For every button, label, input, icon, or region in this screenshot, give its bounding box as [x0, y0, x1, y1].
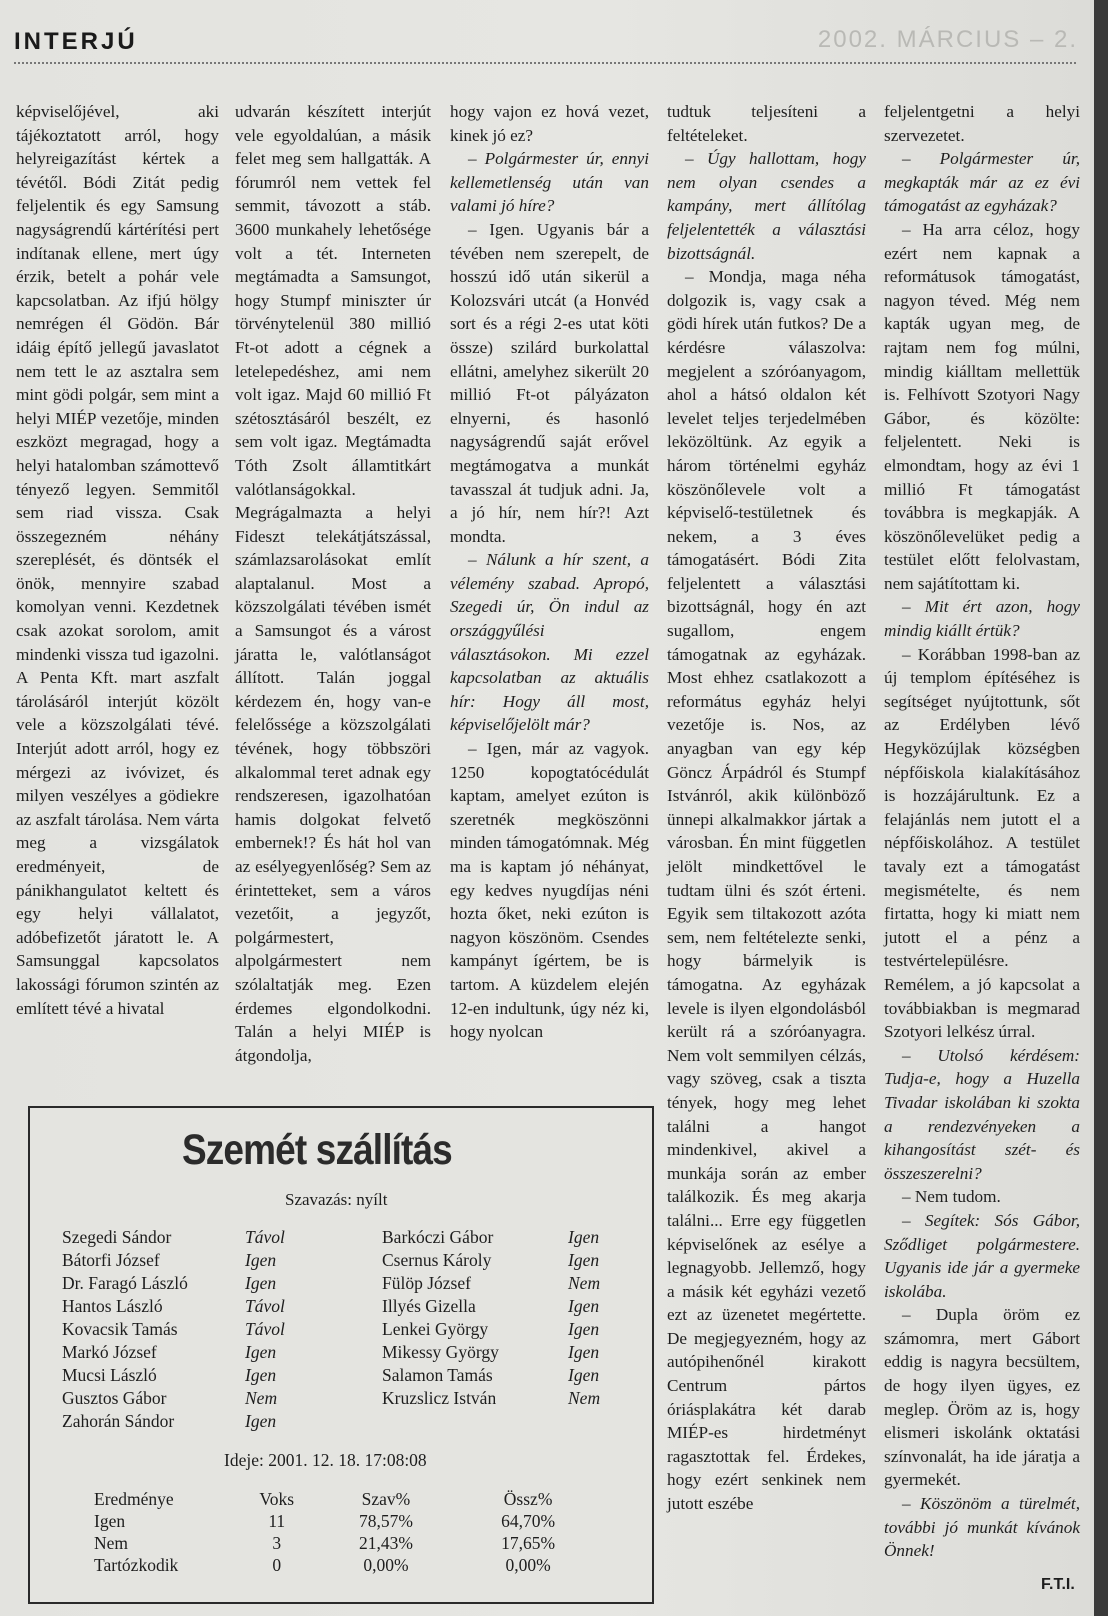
results-header-ossz: Össz% — [503, 1488, 553, 1509]
result-ossz: 17,65% — [501, 1532, 556, 1553]
result-szav: 78,57% — [358, 1510, 413, 1531]
article-paragraph: – Úgy hallottam, hogy nem olyan csendes a kampány, mert állítólag feljelentették a választási bizottságnál. — [667, 149, 866, 263]
result-label: Nem — [94, 1532, 129, 1553]
council-member-vote: Nem — [568, 1388, 601, 1408]
page-edge — [1094, 0, 1108, 1616]
article-paragraph: – Dupla öröm ez számomra, mert Gábort eddig is nagyra becsültem, de hogy ilyen ügyes, ez meglep. Öröm az is, hogy elismeri iskolánk oktatási színvonalát, ha ide járatja a gyermekét. — [884, 1305, 1080, 1490]
result-label: Igen — [94, 1510, 126, 1531]
vote-names-right — [382, 1226, 499, 1410]
result-label: Tartózkodik — [94, 1554, 179, 1575]
council-member-vote: Igen — [568, 1250, 600, 1270]
article-paragraph: – Nálunk a hír szent, a vélemény szabad. Apropó, Szegedi úr, Ön indul az országgyűlési választásokon. Mi ezzel kapcsolatban az aktuális hír: Hogy áll most, képviselőjelölt már? — [450, 550, 649, 735]
issue-date: 2002. MÁRCIUS – 2. — [817, 26, 1078, 53]
article-paragraph: – Ha arra céloz, hogy ezért nem kapnak a reformátusok támogatást, nagyon téved. Még nem kapták ugyan meg, de rajtam nem fog múlni, mindig kiálltam mellettük is. Felhívott Szotyori Nagy Gábor, és közölte: feljelentett. Neki is elmondtam, hogy az évi 1 millió Ft támogatást továbbra is megkapják. A köszönőlevelüket pedig a testület előtt felolvastam, nem sajátítottam ki. — [884, 219, 1080, 593]
result-ossz: 64,70% — [501, 1510, 556, 1531]
council-member-vote: Távol — [245, 1227, 285, 1247]
council-member-vote: Igen — [245, 1365, 277, 1385]
council-member-name: Dr. Faragó László — [62, 1273, 188, 1293]
result-voks: 0 — [272, 1554, 282, 1575]
council-member-name: Hantos László — [62, 1296, 163, 1316]
council-member-vote: Nem — [245, 1388, 278, 1408]
council-member-vote: Igen — [568, 1342, 600, 1362]
article-paragraph: – Igen. Ugyanis bár a tévében nem szerepelt, de hosszú idő után sikerül a Kolozsvári utcát (a Honvéd sort és a régi 2-es utat köti össze) szilárd burkolattal ellátni, amelyhez sikerült 20 millió Ft-ot pályázaton elnyerni, és hasonló nagyságrendű saját erővel megtámogatva a munkát tavasszal át tudjuk adni. Ja, a jó hír, nem hír?! Azt mondta. — [450, 219, 649, 546]
result-voks: 11 — [268, 1510, 286, 1531]
article-paragraph: hogy vajon ez hová vezet, kinek jó ez? — [450, 102, 649, 145]
results-header-voks: Voks — [259, 1488, 295, 1509]
results-row — [70, 1510, 590, 1532]
council-member-vote: Igen — [245, 1342, 277, 1362]
article-paragraph: – Köszönöm a türelmét, további jó munkát kívánok Önnek! — [884, 1494, 1080, 1561]
article-paragraph: – Igen, már az vagyok. 1250 kopogtatócédulát kaptam, amelyet ezúton is szeretnék megköszönni minden támogatómnak. Még ma is kaptam jó néhányat, egy kedves nyugdíjas néni hozta őket, neki ezúton is nagyon köszönöm. Csendes kampányt ígértem, be is tartom. A küzdelem elején 12-en indultunk, úgy néz ki, hogy nyolcan — [450, 739, 649, 1042]
council-member-vote: Igen — [568, 1365, 600, 1385]
article-paragraph: képviselőjével, aki tájékoztatott arról, hogy helyreigazítást kértek a tévétől. Bódi Zitát pedig feljelentik és egy Samsung nagyságrendű kártérítési pert indítanak ellene, mert úgy érzik, betelt a pohár vele kapcsolatban. Az ifjú hölgy nemrégen él Gödön. Bár idáig építő jellegű javaslatot nem tett le az asztalra sem mint gödi polgár, sem mint a helyi MIÉP vezetője, minden eszközt megragad, hogy a helyi hatalomban számottevő tényező legyen. Semmitől sem riad vissza. Csak összegezném néhány szereplését, és döntsék el önök, mennyire szabad komolyan venni. Kezdetnek csak azokat sorolom, amit mindenki vissza tud igazolni. A Penta Kft. mart aszfalt tárolásáról interjút közölt vele a közszolgálati tévé. Interjút adott arról, hogy ez mérgezi az ivóvizet, és milyen veszélyes a gödiekre az aszfalt tárolása. Nem várta meg a vizsgálatok eredményeit, de pánikhangulatot keltett és egy helyi vállalatot, adóbefizetőt járatott le. A Samsunggal kapcsolatos lakossági fórumon szintén az említett tévé a hivatal — [16, 102, 219, 1018]
vote-values-left — [245, 1226, 285, 1433]
council-member-name: Illyés Gizella — [382, 1296, 476, 1316]
result-voks: 3 — [272, 1532, 282, 1553]
council-member-vote: Nem — [568, 1273, 601, 1293]
council-member-name: Markó József — [62, 1342, 157, 1362]
council-member-name: Mucsi László — [62, 1365, 157, 1385]
council-member-name: Csernus Károly — [382, 1250, 492, 1270]
council-member-vote: Igen — [568, 1296, 600, 1316]
article-column-5 — [884, 100, 1080, 1563]
article-paragraph: – Utolsó kérdésem: Tudja-e, hogy a Huzella Tivadar iskolában ki szokta a rendezvényeken a kihangosítást szét- és összeszerelni? — [884, 1045, 1080, 1183]
council-member-vote: Igen — [245, 1411, 277, 1431]
council-member-vote: Igen — [568, 1227, 600, 1247]
result-szav: 0,00% — [363, 1554, 409, 1575]
vote-values-right — [568, 1226, 600, 1410]
article-paragraph: – Nem tudom. — [902, 1187, 1001, 1207]
article-column-3 — [450, 100, 649, 1044]
results-row — [70, 1554, 590, 1576]
vote-type: Szavazás: nyílt — [285, 1190, 388, 1209]
council-member-name: Kruzslicz István — [382, 1388, 497, 1408]
section-title: INTERJÚ — [14, 28, 138, 55]
article-paragraph: feljelentgetni a helyi szervezetet. — [884, 102, 1080, 145]
article-paragraph: – Mondja, maga néha dolgozik is, vagy csak a gödi hírek után futkos? De a kérdésre válaszolva: megjelent a szóróanyagom, ahol a hátsó oldalon két levelet teljes terjedelmében leközöltünk. Az egyik a három történelmi egyház köszönőlevele volt a képviselő-testületnek és nekem, a 3 éves támogatásért. Bódi Zita feljelentett a választási bizottságnál, hogy én azt sugallom, engem támogatnak az egyházak. Most ehhez csatlakozott a református egyház helyi vezetője is. Nos, az anyagban van egy kép Göncz Árpádról és Stumpf Istvánról, akik különböző ünnepi alkalmakkor jártak a városban. Én mint független jelölt mindkettővel le tudtam ülni és szót érteni. Egyik sem tiltakozott azóta sem, nem feltételezte senki, hogy bármelyik is támogatna. Az egyházak levele is ilyen elgondolásból került rá a szóróanyagra. Nem volt semmilyen célzás, vagy szöveg, csak a tiszta tények, hogy meg lehet találni a hangot mindenkivel, akivel a munkája során az ember találkozik. És meg akarja találni... Erre egy független képviselőnek az esélye a legnagyobb. Jellemző, hogy a másik két egyházi vezető ezt az üzenetet megértette. De megjegyezném, hogy az autópihenőnél kirakott Centrum pártos óriásplakátra két darab MIÉP-es hirdetményt ragasztottak fel. Érdekes, hogy ezért senkinek nem jutott eszébe — [667, 267, 866, 1514]
vote-result-box — [28, 1106, 654, 1604]
council-member-name: Barkóczi Gábor — [382, 1227, 494, 1247]
result-szav: 21,43% — [358, 1532, 413, 1553]
results-header-row — [70, 1488, 590, 1510]
results-header-szav: Szav% — [361, 1488, 411, 1509]
council-member-name: Kovacsik Tamás — [62, 1319, 178, 1339]
vote-title: Szemét szállítás — [182, 1126, 452, 1174]
article-column-4 — [667, 100, 866, 1516]
results-header-label: Eredménye — [94, 1488, 174, 1509]
council-member-vote: Igen — [568, 1319, 600, 1339]
council-member-name: Zahorán Sándor — [62, 1411, 175, 1431]
vote-results-table — [70, 1488, 590, 1576]
vote-names-left — [62, 1226, 188, 1433]
author-signature: F.T.I. — [1041, 1576, 1075, 1593]
council-member-name: Szegedi Sándor — [62, 1227, 172, 1247]
council-member-vote: Távol — [245, 1296, 285, 1316]
article-paragraph: – Korábban 1998-ban az új templom építéséhez is segítséget nyújtottunk, sőt az Erdélyben lévő Hegyközújlak községben népfőiskola kialakításához is hozzájárultunk. Ez a felajánlás nem jutott el a népfőiskolához. A testület tavaly ezt a támogatást megismételte, és nem firtatta, hogy ki miatt nem jutott el a pénz a testvértelepülésre. Remélem, a jó kapcsolat a továbbiakban is megmarad Szotyori lelkész úrral. — [884, 644, 1080, 1042]
header-divider — [14, 62, 1076, 64]
council-member-name: Salamon Tamás — [382, 1365, 493, 1385]
article-paragraph: tudtuk teljesíteni a feltételeket. — [667, 102, 866, 145]
council-member-name: Fülöp József — [382, 1273, 471, 1293]
council-member-name: Lenkei György — [382, 1319, 489, 1339]
result-ossz: 0,00% — [505, 1554, 551, 1575]
council-member-name: Gusztos Gábor — [62, 1388, 167, 1408]
council-member-name: Bátorfi József — [62, 1250, 160, 1270]
council-member-vote: Igen — [245, 1273, 277, 1293]
article-paragraph: – Polgármester úr, megkapták már az ez évi támogatást az egyházak? — [884, 149, 1080, 216]
council-member-vote: Igen — [245, 1250, 277, 1270]
article-column-2 — [235, 100, 431, 1067]
article-paragraph: – Segítek: Sós Gábor, Sződliget polgármestere. Ugyanis ide jár a gyermeke iskolába. — [884, 1210, 1080, 1301]
article-column-1 — [16, 100, 219, 1020]
article-paragraph: udvarán készített interjút vele egyoldalúan, a másik felet meg sem hallgatták. A fórumról nem vettek fel semmit, távozott a stáb. 3600 munkahely lehetősége volt a tét. Interneten megtámadta a Samsungot, hogy Stumpf miniszter úr törvénytelenül 380 millió Ft-ot adott a cégnek a letelepedéshez, ami nem volt igaz. Majd 60 millió Ft szétosztásáról beszélt, ez sem volt igaz. Megtámadta Tóth Zsolt államtitkárt valótlanságokkal. Megrágalmazta a helyi Fideszt telekátjátszással, számlazsarolásokat említ alaptalanul. Most a közszolgálati tévében ismét a Samsungot és a várost járatta le, valótlanságot állított. Talán joggal kérdezem én, hogy van-e felelőssége a közszolgálati tévének, hogy többszöri alkalommal teret adnak egy rendszeresen, igazolhatóan hamis dolgokat felvető embernek!? És hát hol van az esélyegyenlőség? Sem az érintetteket, sem a város vezetőit, a jegyzőt, polgármestert, alpolgármestert nem szólaltatják meg. Ezen érdemes elgondolkodni. Talán a helyi MIÉP is átgondolja, — [235, 102, 431, 1065]
vote-time: Ideje: 2001. 12. 18. 17:08:08 — [224, 1450, 427, 1470]
article-paragraph: – Mit ért azon, hogy mindig kiállt értük? — [884, 597, 1080, 641]
council-member-name: Mikessy György — [382, 1342, 499, 1362]
results-row — [70, 1532, 590, 1554]
article-paragraph: – Polgármester úr, ennyi kellemetlenség után van valami jó híre? — [450, 149, 649, 216]
council-member-vote: Távol — [245, 1319, 285, 1339]
